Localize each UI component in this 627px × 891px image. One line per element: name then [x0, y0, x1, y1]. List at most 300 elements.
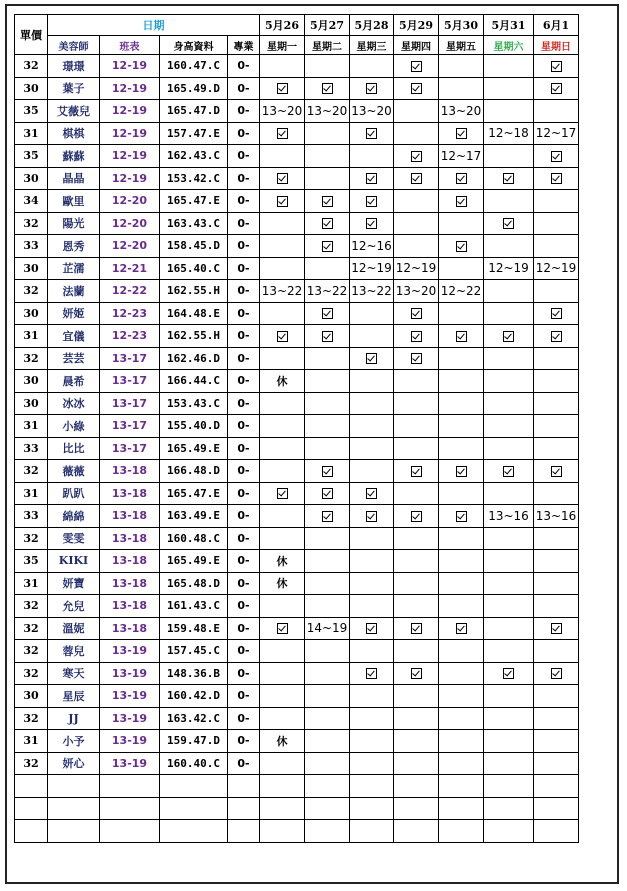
- day-cell: [534, 325, 579, 348]
- price-cell: 35: [15, 550, 48, 573]
- checkbox-checked-icon: [322, 511, 333, 522]
- day-cell: [260, 550, 305, 573]
- specialty-cell: 0-: [228, 347, 260, 370]
- checkbox-checked-icon: [322, 331, 333, 342]
- date-header: 5月28: [350, 15, 394, 36]
- table-row: [15, 437, 579, 460]
- measurements-cell: 162.43.C: [160, 145, 228, 168]
- weekday-header-saturday: 星期六: [484, 36, 534, 55]
- day-cell: [350, 325, 394, 348]
- day-cell: [260, 100, 305, 123]
- measurements-cell: 165.49.D: [160, 77, 228, 100]
- empty-cell: [100, 797, 160, 820]
- day-cell: [260, 190, 305, 213]
- day-cell: [394, 302, 439, 325]
- price-cell: 32: [15, 707, 48, 730]
- checkbox-checked-icon: [456, 511, 467, 522]
- day-cell: [484, 100, 534, 123]
- stylist-name-cell: 薇薇: [48, 460, 100, 483]
- measurements-cell: 160.48.C: [160, 527, 228, 550]
- day-cell: [484, 392, 534, 415]
- day-cell: [394, 640, 439, 663]
- checkbox-checked-icon: [277, 128, 288, 139]
- shift-cell: 13-18: [100, 527, 160, 550]
- day-cell: [439, 100, 484, 123]
- day-cell: [484, 280, 534, 303]
- day-cell: [350, 100, 394, 123]
- table-row: [15, 505, 579, 528]
- price-cell: 31: [15, 122, 48, 145]
- stylist-name-cell: 芸芸: [48, 347, 100, 370]
- day-cell: [484, 707, 534, 730]
- day-cell: [305, 595, 350, 618]
- day-cell: [260, 460, 305, 483]
- day-cell: [439, 572, 484, 595]
- shift-cell: 13-18: [100, 550, 160, 573]
- day-cell: [484, 190, 534, 213]
- price-cell: 30: [15, 370, 48, 393]
- specialty-cell: 0-: [228, 505, 260, 528]
- stylist-name-cell: 棋棋: [48, 122, 100, 145]
- weekday-header: 星期五: [439, 36, 484, 55]
- day-cell: [350, 190, 394, 213]
- day-cell: [484, 662, 534, 685]
- checkbox-checked-icon: [366, 196, 377, 207]
- empty-cell: [305, 797, 350, 820]
- day-cell: [305, 415, 350, 438]
- day-cell: [350, 212, 394, 235]
- day-cell: [439, 257, 484, 280]
- measurements-cell: 155.40.D: [160, 415, 228, 438]
- day-cell: [439, 280, 484, 303]
- checkbox-checked-icon: [322, 83, 333, 94]
- checkbox-checked-icon: [551, 151, 562, 162]
- stylist-header: 美容師: [48, 36, 100, 55]
- stylist-name-cell: 溫妮: [48, 617, 100, 640]
- checkbox-checked-icon: [277, 331, 288, 342]
- measurements-cell: 162.55.H: [160, 325, 228, 348]
- day-cell: [534, 122, 579, 145]
- price-cell: 30: [15, 302, 48, 325]
- empty-cell: [439, 820, 484, 843]
- day-cell: [439, 617, 484, 640]
- checkbox-checked-icon: [551, 466, 562, 477]
- price-cell: 30: [15, 392, 48, 415]
- day-cell: [394, 730, 439, 753]
- day-cell: [534, 55, 579, 78]
- day-cell: [394, 77, 439, 100]
- day-cell: [534, 482, 579, 505]
- price-cell: 30: [15, 685, 48, 708]
- specialty-cell: 0-: [228, 325, 260, 348]
- day-cell: [260, 302, 305, 325]
- hours-range: 12~19: [535, 261, 577, 276]
- specialty-cell: 0-: [228, 145, 260, 168]
- empty-cell: [394, 820, 439, 843]
- stylist-name-cell: 蘇蘇: [48, 145, 100, 168]
- day-cell: [439, 685, 484, 708]
- checkbox-checked-icon: [503, 668, 514, 679]
- table-row: [15, 730, 579, 753]
- shift-header: 班表: [100, 36, 160, 55]
- day-cell: [439, 235, 484, 258]
- stylist-name-cell: 妍姬: [48, 302, 100, 325]
- day-cell: [350, 122, 394, 145]
- price-cell: 33: [15, 235, 48, 258]
- checkbox-checked-icon: [503, 218, 514, 229]
- table-row: [15, 257, 579, 280]
- day-cell: [534, 730, 579, 753]
- day-cell: [484, 122, 534, 145]
- day-cell: [534, 415, 579, 438]
- shift-cell: 12-19: [100, 55, 160, 78]
- stylist-name-cell: 趴趴: [48, 482, 100, 505]
- day-cell: [439, 190, 484, 213]
- day-cell: [484, 212, 534, 235]
- day-cell: [260, 707, 305, 730]
- checkbox-checked-icon: [456, 173, 467, 184]
- checkbox-checked-icon: [366, 218, 377, 229]
- day-cell: [350, 662, 394, 685]
- day-cell: [534, 190, 579, 213]
- price-cell: 32: [15, 527, 48, 550]
- date-header: 6月1: [534, 15, 579, 36]
- day-cell: [260, 212, 305, 235]
- shift-cell: 13-19: [100, 640, 160, 663]
- shift-cell: 12-19: [100, 77, 160, 100]
- date-header: 5月27: [305, 15, 350, 36]
- measurements-cell: 165.47.E: [160, 482, 228, 505]
- schedule-table: [14, 14, 579, 843]
- hours-range: 13~16: [488, 508, 529, 523]
- day-cell: [350, 370, 394, 393]
- stylist-name-cell: 小綠: [48, 415, 100, 438]
- checkbox-checked-icon: [322, 196, 333, 207]
- measurements-cell: 166.44.C: [160, 370, 228, 393]
- price-cell: 35: [15, 145, 48, 168]
- empty-cell: [48, 820, 100, 843]
- day-cell: [350, 415, 394, 438]
- checkbox-checked-icon: [411, 353, 422, 364]
- day-cell: [350, 730, 394, 753]
- specialty-cell: 0-: [228, 415, 260, 438]
- hours-range: 12~22: [440, 283, 482, 298]
- day-cell: [484, 235, 534, 258]
- stylist-name-cell: 冰冰: [48, 392, 100, 415]
- day-cell: [394, 595, 439, 618]
- shift-cell: 13-17: [100, 437, 160, 460]
- day-off-label: 休: [276, 554, 288, 568]
- shift-cell: 13-19: [100, 752, 160, 775]
- day-cell: [350, 145, 394, 168]
- stylist-name-cell: 寒天: [48, 662, 100, 685]
- checkbox-checked-icon: [366, 668, 377, 679]
- table-row: [15, 100, 579, 123]
- stylist-name-cell: 允兒: [48, 595, 100, 618]
- stylist-name-cell: 陽光: [48, 212, 100, 235]
- shift-cell: 13-19: [100, 662, 160, 685]
- day-cell: [534, 437, 579, 460]
- day-cell: [260, 235, 305, 258]
- day-cell: [394, 100, 439, 123]
- day-cell: [439, 707, 484, 730]
- stylist-name-cell: 雯雯: [48, 527, 100, 550]
- empty-cell: [350, 820, 394, 843]
- stylist-name-cell: 法蘭: [48, 280, 100, 303]
- day-cell: [260, 685, 305, 708]
- day-cell: [534, 752, 579, 775]
- checkbox-checked-icon: [551, 83, 562, 94]
- day-cell: [534, 347, 579, 370]
- checkbox-checked-icon: [411, 466, 422, 477]
- day-cell: [484, 325, 534, 348]
- checkbox-checked-icon: [456, 128, 467, 139]
- specialty-cell: 0-: [228, 572, 260, 595]
- day-cell: [394, 325, 439, 348]
- shift-cell: 12-20: [100, 235, 160, 258]
- day-cell: [534, 527, 579, 550]
- day-cell: [305, 167, 350, 190]
- measurements-cell: 160.47.C: [160, 55, 228, 78]
- day-cell: [305, 505, 350, 528]
- day-cell: [305, 347, 350, 370]
- day-cell: [534, 707, 579, 730]
- price-cell: 33: [15, 437, 48, 460]
- checkbox-checked-icon: [551, 308, 562, 319]
- table-row: [15, 190, 579, 213]
- stylist-name-cell: 蓉兒: [48, 640, 100, 663]
- day-cell: [439, 347, 484, 370]
- empty-cell: [228, 820, 260, 843]
- measurements-cell: 159.47.D: [160, 730, 228, 753]
- checkbox-checked-icon: [551, 623, 562, 634]
- empty-cell: [534, 775, 579, 798]
- empty-cell: [439, 797, 484, 820]
- day-cell: [350, 392, 394, 415]
- day-cell: [439, 122, 484, 145]
- day-cell: [484, 302, 534, 325]
- day-cell: [394, 55, 439, 78]
- day-cell: [260, 527, 305, 550]
- stylist-name-cell: 晨希: [48, 370, 100, 393]
- shift-cell: 12-19: [100, 122, 160, 145]
- day-cell: [439, 302, 484, 325]
- hours-range: 12~18: [488, 126, 529, 141]
- day-cell: [534, 167, 579, 190]
- day-cell: [534, 662, 579, 685]
- day-cell: [350, 460, 394, 483]
- specialty-cell: 0-: [228, 527, 260, 550]
- day-cell: [439, 730, 484, 753]
- empty-cell: [15, 820, 48, 843]
- specialty-cell: 0-: [228, 460, 260, 483]
- specialty-cell: 0-: [228, 752, 260, 775]
- checkbox-checked-icon: [456, 623, 467, 634]
- price-cell: 31: [15, 730, 48, 753]
- day-cell: [484, 685, 534, 708]
- day-off-label: 休: [276, 577, 288, 591]
- checkbox-checked-icon: [551, 668, 562, 679]
- day-cell: [350, 595, 394, 618]
- table-row: [15, 145, 579, 168]
- table-row: [15, 325, 579, 348]
- checkbox-checked-icon: [456, 241, 467, 252]
- measurements-cell: 160.42.D: [160, 685, 228, 708]
- shift-cell: 12-19: [100, 145, 160, 168]
- weekday-header: 星期二: [305, 36, 350, 55]
- specialty-cell: 0-: [228, 482, 260, 505]
- day-cell: [394, 257, 439, 280]
- table-row: [15, 662, 579, 685]
- day-cell: [350, 617, 394, 640]
- price-cell: 31: [15, 415, 48, 438]
- price-cell: 30: [15, 257, 48, 280]
- day-cell: [439, 505, 484, 528]
- specialty-cell: 0-: [228, 392, 260, 415]
- day-cell: [394, 505, 439, 528]
- day-cell: [484, 257, 534, 280]
- stylist-name-cell: 芷濡: [48, 257, 100, 280]
- measurements-cell: 165.40.C: [160, 257, 228, 280]
- price-cell: 32: [15, 347, 48, 370]
- day-cell: [350, 707, 394, 730]
- stylist-name-cell: 葉子: [48, 77, 100, 100]
- hours-range: 12~16: [351, 238, 392, 253]
- price-cell: 33: [15, 505, 48, 528]
- shift-cell: 12-23: [100, 325, 160, 348]
- day-cell: [305, 122, 350, 145]
- day-cell: [305, 685, 350, 708]
- day-cell: [394, 482, 439, 505]
- day-cell: [260, 572, 305, 595]
- price-cell: 32: [15, 595, 48, 618]
- day-cell: [534, 280, 579, 303]
- day-cell: [350, 347, 394, 370]
- shift-cell: 13-17: [100, 392, 160, 415]
- checkbox-checked-icon: [277, 623, 288, 634]
- stylist-name-cell: 比比: [48, 437, 100, 460]
- day-cell: [534, 685, 579, 708]
- day-cell: [350, 302, 394, 325]
- specialty-cell: 0-: [228, 437, 260, 460]
- measurements-cell: 165.48.D: [160, 572, 228, 595]
- day-cell: [260, 482, 305, 505]
- measurements-cell: 153.43.C: [160, 392, 228, 415]
- specialty-cell: 0-: [228, 370, 260, 393]
- price-cell: 32: [15, 640, 48, 663]
- measurements-cell: 166.48.D: [160, 460, 228, 483]
- day-cell: [484, 460, 534, 483]
- checkbox-checked-icon: [322, 488, 333, 499]
- empty-cell: [260, 797, 305, 820]
- shift-cell: 13-18: [100, 482, 160, 505]
- specialty-cell: 0-: [228, 662, 260, 685]
- day-cell: [534, 370, 579, 393]
- day-cell: [305, 752, 350, 775]
- shift-cell: 13-17: [100, 415, 160, 438]
- specialty-cell: 0-: [228, 730, 260, 753]
- day-cell: [394, 212, 439, 235]
- day-cell: [260, 347, 305, 370]
- empty-cell: [305, 820, 350, 843]
- day-cell: [260, 640, 305, 663]
- day-cell: [439, 460, 484, 483]
- checkbox-checked-icon: [322, 241, 333, 252]
- empty-cell: [100, 820, 160, 843]
- checkbox-checked-icon: [277, 488, 288, 499]
- day-cell: [439, 662, 484, 685]
- table-row: [15, 595, 579, 618]
- day-cell: [260, 662, 305, 685]
- checkbox-checked-icon: [411, 308, 422, 319]
- checkbox-checked-icon: [277, 173, 288, 184]
- specialty-cell: 0-: [228, 617, 260, 640]
- day-cell: [534, 235, 579, 258]
- shift-cell: 12-20: [100, 212, 160, 235]
- price-cell: 35: [15, 100, 48, 123]
- price-cell: 32: [15, 55, 48, 78]
- price-cell: 32: [15, 212, 48, 235]
- empty-cell: [160, 820, 228, 843]
- day-cell: [484, 505, 534, 528]
- day-cell: [484, 415, 534, 438]
- day-cell: [260, 280, 305, 303]
- day-cell: [305, 280, 350, 303]
- price-cell: 30: [15, 77, 48, 100]
- table-row: [15, 212, 579, 235]
- checkbox-checked-icon: [277, 83, 288, 94]
- day-cell: [305, 190, 350, 213]
- day-cell: [439, 640, 484, 663]
- date-group-header: 日期: [48, 15, 260, 36]
- hours-range: 14~19: [306, 621, 348, 636]
- day-cell: [305, 550, 350, 573]
- checkbox-checked-icon: [411, 668, 422, 679]
- day-cell: [305, 482, 350, 505]
- day-cell: [305, 100, 350, 123]
- shift-cell: 12-20: [100, 190, 160, 213]
- shift-cell: 12-19: [100, 167, 160, 190]
- empty-cell: [394, 797, 439, 820]
- stylist-name-cell: 艾薇兒: [48, 100, 100, 123]
- price-cell: 34: [15, 190, 48, 213]
- shift-cell: 12-21: [100, 257, 160, 280]
- empty-cell: [15, 797, 48, 820]
- day-cell: [394, 460, 439, 483]
- table-row: [15, 572, 579, 595]
- hours-range: 12~17: [440, 148, 482, 163]
- day-cell: [394, 280, 439, 303]
- stylist-name-cell: 璟璟: [48, 55, 100, 78]
- stylist-name-cell: JJ: [48, 707, 100, 730]
- day-cell: [439, 482, 484, 505]
- specialty-cell: 0-: [228, 100, 260, 123]
- shift-cell: 12-19: [100, 100, 160, 123]
- table-row: [15, 640, 579, 663]
- table-row: [15, 122, 579, 145]
- specialty-cell: 0-: [228, 122, 260, 145]
- day-cell: [534, 640, 579, 663]
- checkbox-checked-icon: [456, 466, 467, 477]
- hours-range: 12~19: [395, 261, 437, 276]
- day-cell: [350, 280, 394, 303]
- checkbox-checked-icon: [411, 61, 422, 72]
- day-cell: [305, 235, 350, 258]
- price-cell: 30: [15, 167, 48, 190]
- empty-cell: [228, 797, 260, 820]
- weekday-header: 星期三: [350, 36, 394, 55]
- specialty-cell: 0-: [228, 235, 260, 258]
